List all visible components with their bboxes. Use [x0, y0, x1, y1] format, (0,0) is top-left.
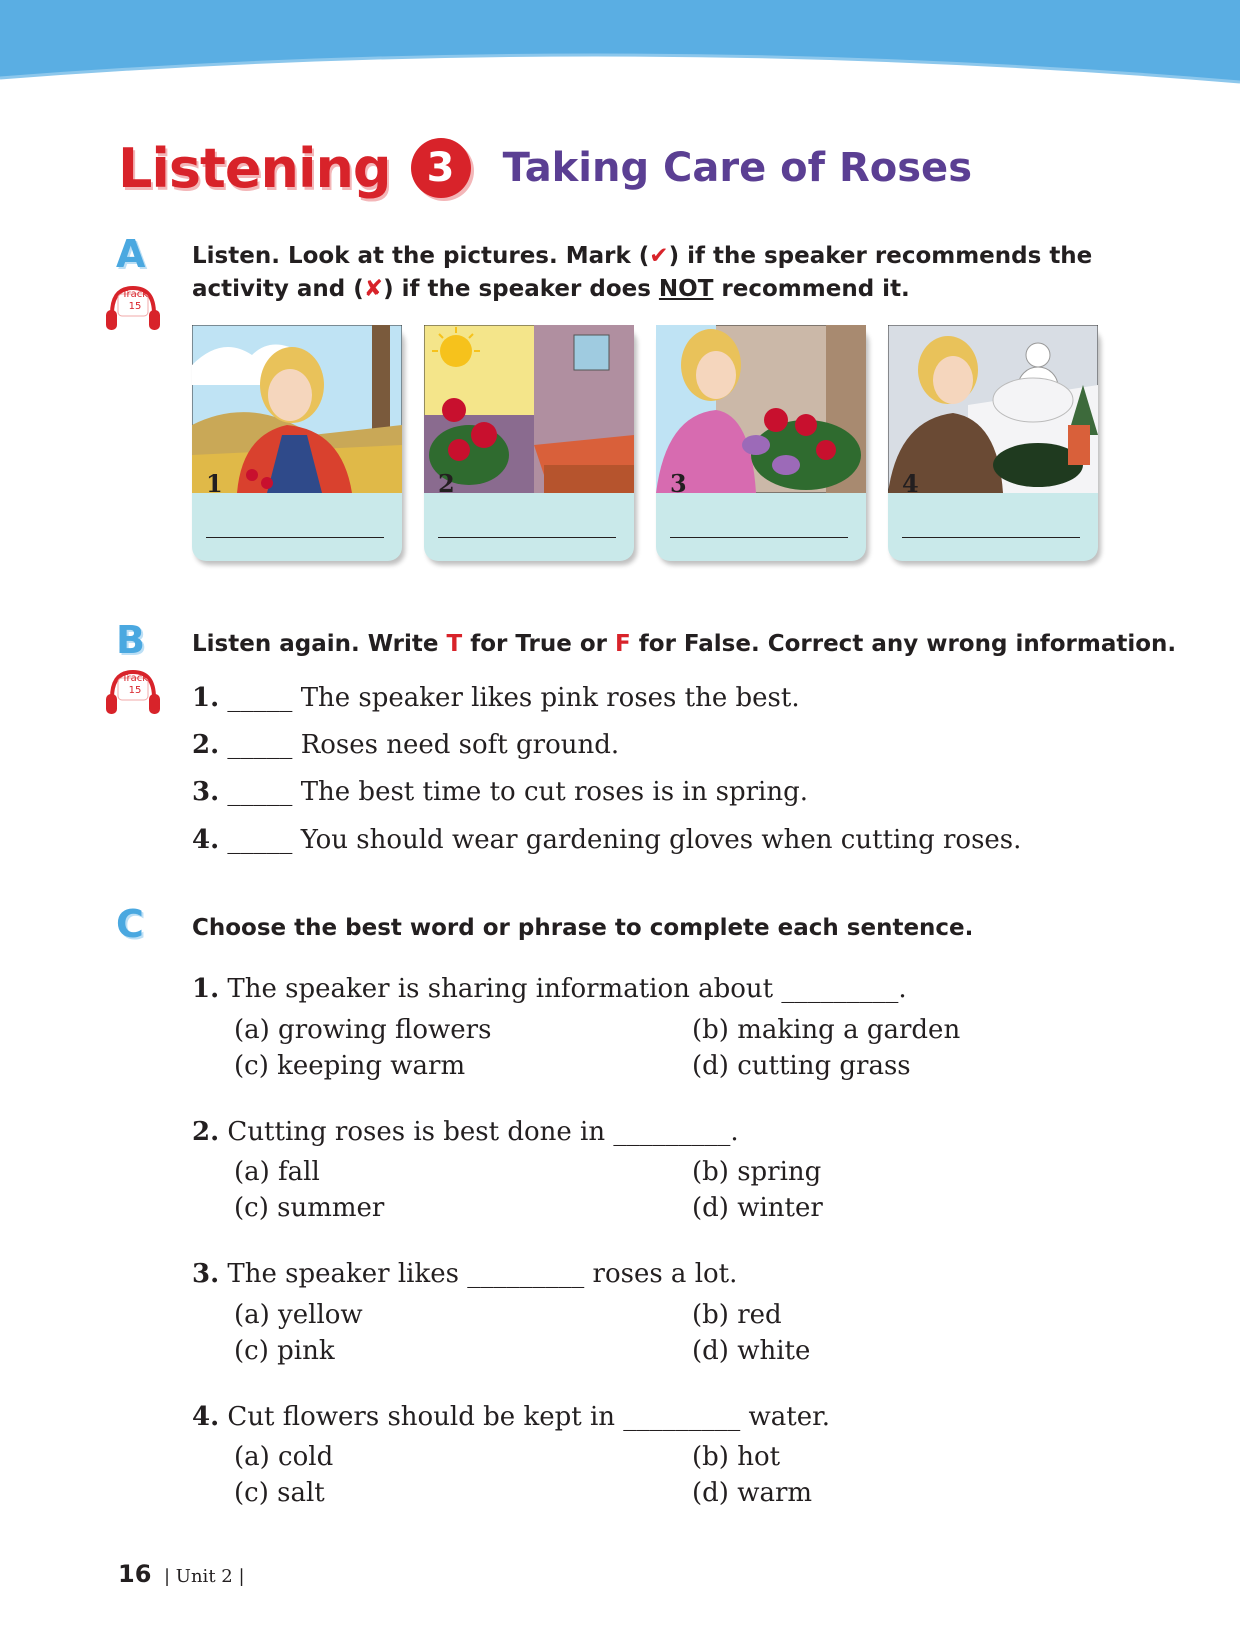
unit-label: | Unit 2 |	[164, 1566, 245, 1587]
answer-blank[interactable]: _____	[227, 730, 293, 760]
picture-number: 2	[438, 469, 455, 498]
answer-blank[interactable]: _____	[227, 683, 293, 713]
option[interactable]: (a) yellow	[234, 1300, 363, 1330]
track-label: Track 15	[121, 289, 149, 312]
winter-snowman-illustration	[888, 325, 1098, 493]
header-number-badge: 3	[411, 138, 471, 198]
answer-line[interactable]	[902, 537, 1080, 538]
picture-card	[656, 325, 866, 565]
section-b-letter: B	[116, 618, 145, 662]
true-false-item: 2. _____ Roses need soft ground.	[192, 730, 620, 760]
header-subtitle: Taking Care of Roses	[502, 145, 972, 191]
true-false-item: 1. _____ The speaker likes pink roses the best.	[192, 683, 800, 713]
option[interactable]: (d) warm	[692, 1478, 813, 1508]
option[interactable]: (b) hot	[692, 1442, 781, 1472]
picture-card	[424, 325, 634, 565]
option[interactable]: (b) red	[692, 1300, 782, 1330]
true-false-item: 3. _____ The best time to cut roses is in spring.	[192, 777, 809, 807]
option[interactable]: (a) growing flowers	[234, 1015, 492, 1045]
section-b-instruction: Listen again. Write T for True or F for False. Correct any wrong information.	[192, 631, 1177, 657]
option[interactable]: (d) white	[692, 1336, 811, 1366]
answer-line[interactable]	[670, 537, 848, 538]
option[interactable]: (b) making a garden	[692, 1015, 961, 1045]
picture-number: 1	[206, 469, 223, 498]
option[interactable]: (d) cutting grass	[692, 1051, 911, 1081]
true-false-item: 4. _____ You should wear gardening gloves when cutting roses.	[192, 825, 1022, 855]
answer-blank[interactable]: _____	[227, 825, 293, 855]
option[interactable]: (c) pink	[234, 1336, 335, 1366]
section-c-letter: C	[116, 902, 144, 946]
question-stem: 2. Cutting roses is best done in _________.	[192, 1117, 739, 1147]
answer-line[interactable]	[206, 537, 384, 538]
section-a-instruction: Listen. Look at the pictures. Mark (✔) if the speaker recommends the activity and (✘) if the speaker does NOT recommend it.	[192, 243, 1093, 302]
woman-with-roses-illustration	[192, 325, 402, 493]
option[interactable]: (a) fall	[234, 1157, 320, 1187]
question-stem: 4. Cut flowers should be kept in _________ water.	[192, 1402, 830, 1432]
section-a-letter: A	[116, 232, 146, 276]
top-banner	[0, 0, 1240, 90]
question-stem: 3. The speaker likes _________ roses a lot.	[192, 1259, 738, 1289]
check-mark-icon: ✔	[649, 243, 669, 269]
picture-number: 3	[670, 469, 687, 498]
section-c-instruction: Choose the best word or phrase to complete each sentence.	[192, 915, 974, 941]
option[interactable]: (c) salt	[234, 1478, 325, 1508]
option[interactable]: (a) cold	[234, 1442, 334, 1472]
question-stem: 1. The speaker is sharing information about _________.	[192, 974, 907, 1004]
answer-line[interactable]	[438, 537, 616, 538]
option[interactable]: (d) winter	[692, 1193, 823, 1223]
picture-card	[888, 325, 1098, 565]
header-title: Listening	[118, 136, 391, 200]
answer-blank[interactable]: _____	[227, 777, 293, 807]
page-header	[118, 128, 972, 208]
picture-cards	[192, 325, 1104, 565]
woman-with-gloves-illustration	[656, 325, 866, 493]
cross-mark-icon: ✘	[363, 276, 384, 302]
track-label: Track 15	[121, 673, 149, 696]
page-number: 16	[118, 1560, 152, 1588]
option[interactable]: (b) spring	[692, 1157, 822, 1187]
picture-card	[192, 325, 402, 565]
option[interactable]: (c) summer	[234, 1193, 385, 1223]
roses-in-sun-illustration	[424, 325, 634, 493]
option[interactable]: (c) keeping warm	[234, 1051, 466, 1081]
picture-number: 4	[902, 469, 919, 498]
